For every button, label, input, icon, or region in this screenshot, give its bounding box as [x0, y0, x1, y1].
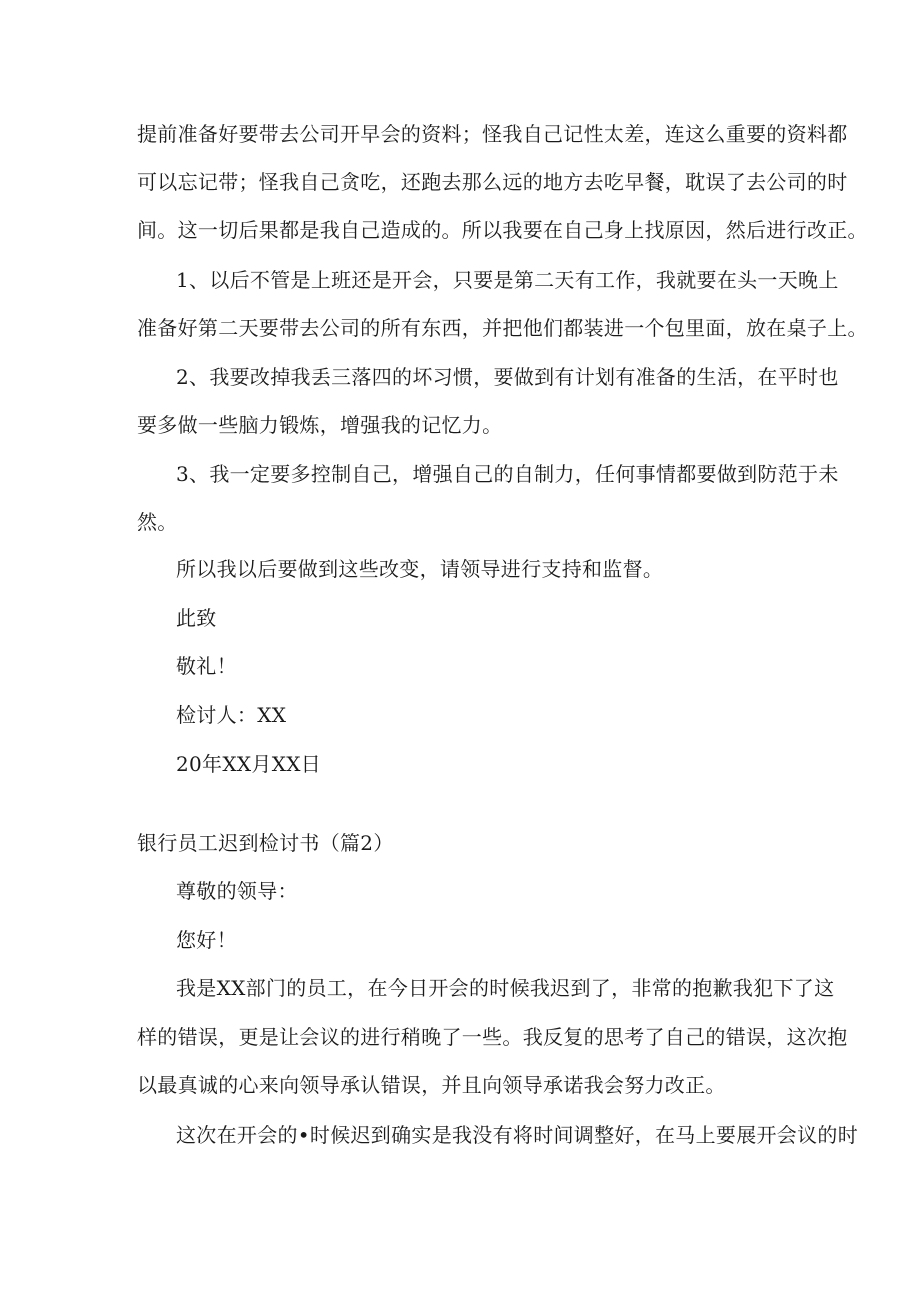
paragraph-line: 可以忘记带；怪我自己贪吃，还跑去那么远的地方去吃早餐，耽误了去公司的时 — [137, 170, 848, 194]
paragraph-line: 间。这一切后果都是我自己造成的。所以我要在自己身上找原因，然后进行改正。 — [137, 218, 868, 242]
list-item-3-line: 然。 — [137, 510, 178, 534]
paragraph-line: 这次在开会的•时候迟到确实是我没有将时间调整好，在马上要展开会议的时 — [176, 1123, 858, 1147]
list-item-2-line: 要多做一些脑力锻炼，增强我的记忆力。 — [137, 413, 503, 437]
list-item-2-line: 2、我要改掉我丢三落四的坏习惯，要做到有计划有准备的生活，在平时也 — [176, 365, 839, 389]
list-item-3-line: 3、我一定要多控制自己，增强自己的自制力，任何事情都要做到防范于未 — [176, 462, 839, 486]
list-item-1-line: 1、以后不管是上班还是开会，只要是第二天有工作，我就要在头一天晚上 — [176, 268, 839, 292]
list-item-1-line: 准备好第二天要带去公司的所有东西，并把他们都装进一个包里面，放在桌子上。 — [137, 316, 868, 340]
date-line: 20年XX月XX日 — [176, 752, 322, 776]
paragraph-line: 样的错误，更是让会议的进行稍晚了一些。我反复的思考了自己的错误，这次抱 — [137, 1025, 848, 1049]
paragraph-line: 提前准备好要带去公司开早会的资料；怪我自己记性太差，连这么重要的资料都 — [137, 122, 848, 146]
paragraph-line: 以最真诚的心来向领导承认错误，并且向领导承诺我会努力改正。 — [137, 1073, 726, 1097]
section-title: 银行员工迟到检讨书（篇2） — [137, 831, 394, 855]
closing-statement: 所以我以后要做到这些改变，请领导进行支持和监督。 — [176, 557, 664, 581]
greeting-line: 尊敬的领导： — [176, 879, 298, 903]
salutation-jingli: 敬礼！ — [176, 654, 237, 678]
paragraph-line: 我是XX部门的员工，在今日开会的时候我迟到了，非常的抱歉我犯下了这 — [176, 976, 835, 1000]
salutation-cizhi: 此致 — [176, 606, 217, 630]
greeting-hello: 您好！ — [176, 928, 237, 952]
signature-line: 检讨人：XX — [176, 703, 287, 727]
